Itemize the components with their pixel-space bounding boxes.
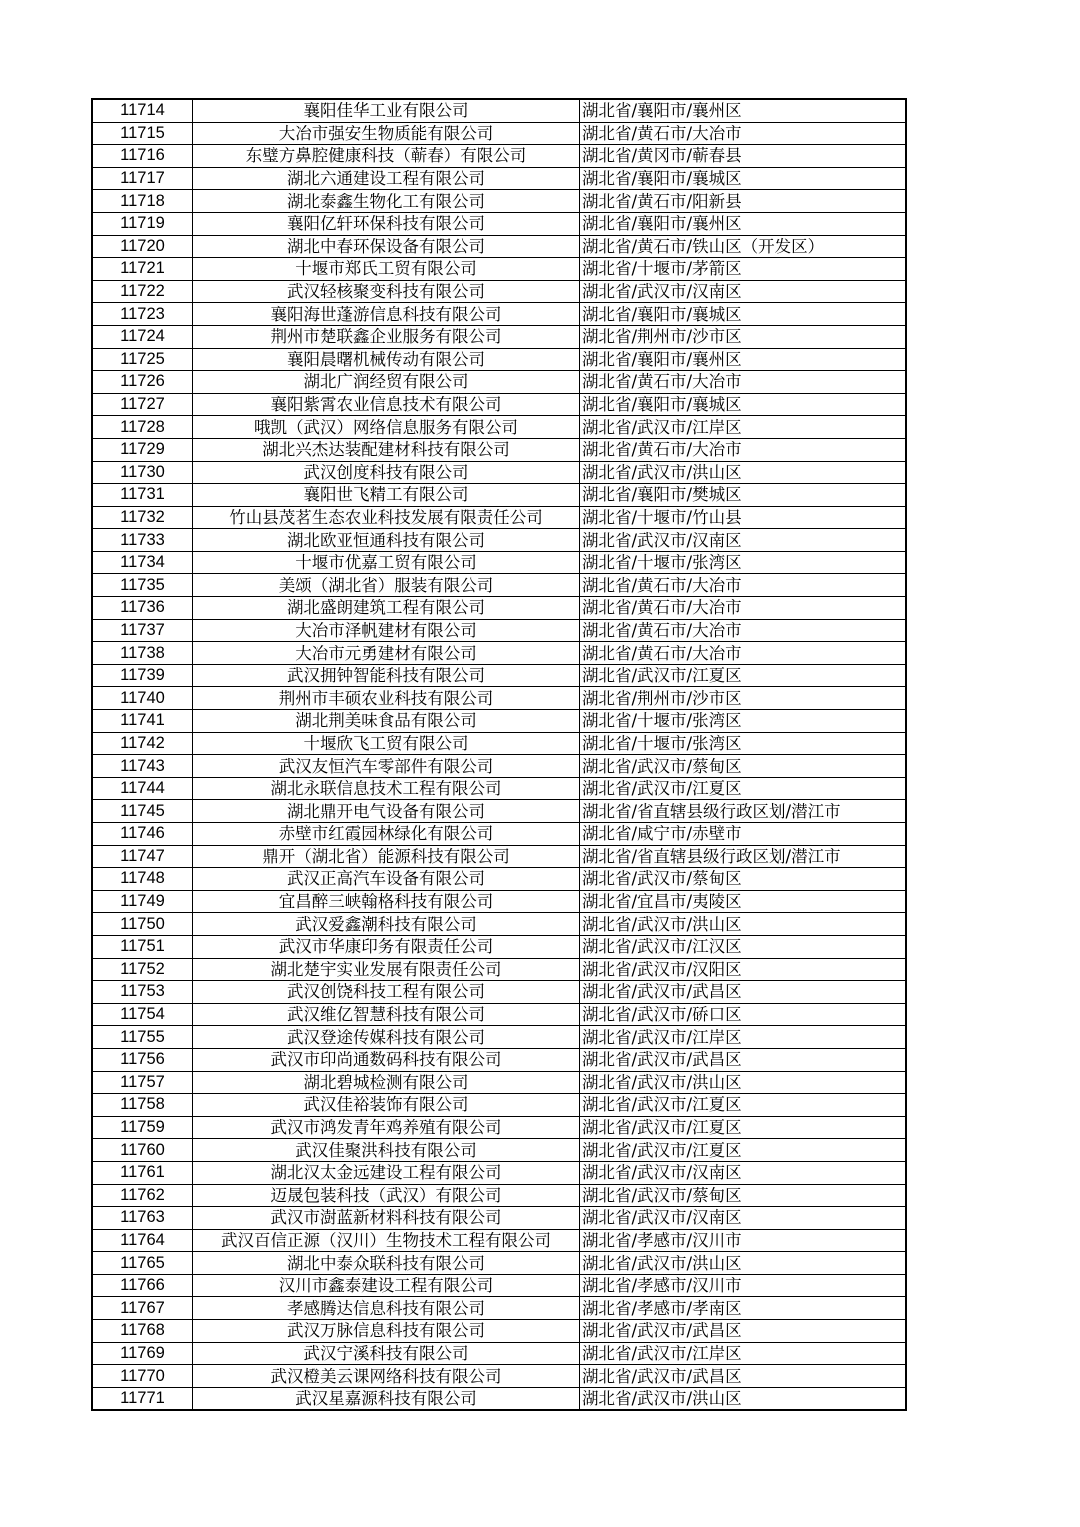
company-name-cell: 鼎开（湖北省）能源科技有限公司 bbox=[193, 845, 580, 868]
row-id-cell: 11733 bbox=[92, 529, 193, 552]
address-cell: 湖北省/十堰市/茅箭区 bbox=[580, 258, 907, 281]
table-row bbox=[92, 664, 906, 687]
company-name-cell: 湖北碧城检测有限公司 bbox=[193, 1071, 580, 1094]
company-name-cell: 大冶市泽帆建材有限公司 bbox=[193, 619, 580, 642]
row-id-cell: 11731 bbox=[92, 484, 193, 507]
company-name-cell: 湖北鼎开电气设备有限公司 bbox=[193, 800, 580, 823]
row-id-cell: 11718 bbox=[92, 190, 193, 213]
row-id-cell: 11750 bbox=[92, 913, 193, 936]
company-name-cell: 襄阳佳华工业有限公司 bbox=[193, 99, 580, 122]
company-table bbox=[91, 98, 907, 1411]
row-id-cell: 11764 bbox=[92, 1229, 193, 1252]
row-id-cell: 11719 bbox=[92, 212, 193, 235]
row-id-cell: 11748 bbox=[92, 868, 193, 891]
row-id-cell: 11761 bbox=[92, 1161, 193, 1184]
address-cell: 湖北省/黄石市/阳新县 bbox=[580, 190, 907, 213]
row-id-cell: 11757 bbox=[92, 1071, 193, 1094]
table-row bbox=[92, 461, 906, 484]
company-name-cell: 武汉佳裕装饰有限公司 bbox=[193, 1094, 580, 1117]
company-name-cell: 美颂（湖北省）服装有限公司 bbox=[193, 574, 580, 597]
company-name-cell: 武汉正高汽车设备有限公司 bbox=[193, 868, 580, 891]
company-name-cell: 武汉百信正源（汉川）生物技术工程有限公司 bbox=[193, 1229, 580, 1252]
company-name-cell: 襄阳世飞精工有限公司 bbox=[193, 484, 580, 507]
row-id-cell: 11752 bbox=[92, 958, 193, 981]
table-row bbox=[92, 303, 906, 326]
address-cell: 湖北省/十堰市/张湾区 bbox=[580, 710, 907, 733]
table-row bbox=[92, 235, 906, 258]
address-cell: 湖北省/武汉市/洪山区 bbox=[580, 1071, 907, 1094]
row-id-cell: 11723 bbox=[92, 303, 193, 326]
table-row bbox=[92, 348, 906, 371]
row-id-cell: 11725 bbox=[92, 348, 193, 371]
table-row bbox=[92, 258, 906, 281]
row-id-cell: 11746 bbox=[92, 823, 193, 846]
table-row bbox=[92, 212, 906, 235]
address-cell: 湖北省/黄石市/大冶市 bbox=[580, 619, 907, 642]
company-name-cell: 湖北六通建设工程有限公司 bbox=[193, 167, 580, 190]
row-id-cell: 11716 bbox=[92, 145, 193, 168]
company-name-cell: 武汉拥钟智能科技有限公司 bbox=[193, 664, 580, 687]
company-name-cell: 武汉市澍蓝新材料科技有限公司 bbox=[193, 1207, 580, 1230]
table-row bbox=[92, 1342, 906, 1365]
company-name-cell: 大冶市元勇建材有限公司 bbox=[193, 642, 580, 665]
row-id-cell: 11765 bbox=[92, 1252, 193, 1275]
address-cell: 湖北省/武汉市/汉南区 bbox=[580, 529, 907, 552]
row-id-cell: 11730 bbox=[92, 461, 193, 484]
row-id-cell: 11743 bbox=[92, 755, 193, 778]
company-name-cell: 湖北欧亚恒通科技有限公司 bbox=[193, 529, 580, 552]
row-id-cell: 11763 bbox=[92, 1207, 193, 1230]
address-cell: 湖北省/黄石市/大冶市 bbox=[580, 574, 907, 597]
table-row bbox=[92, 845, 906, 868]
table-row bbox=[92, 1274, 906, 1297]
table-row bbox=[92, 1161, 906, 1184]
address-cell: 湖北省/武汉市/汉阳区 bbox=[580, 958, 907, 981]
row-id-cell: 11727 bbox=[92, 393, 193, 416]
company-name-cell: 湖北永联信息技术工程有限公司 bbox=[193, 777, 580, 800]
table-row bbox=[92, 145, 906, 168]
address-cell: 湖北省/武汉市/洪山区 bbox=[580, 913, 907, 936]
address-cell: 湖北省/十堰市/张湾区 bbox=[580, 551, 907, 574]
address-cell: 湖北省/宜昌市/夷陵区 bbox=[580, 890, 907, 913]
address-cell: 湖北省/襄阳市/襄州区 bbox=[580, 348, 907, 371]
table-row bbox=[92, 800, 906, 823]
address-cell: 湖北省/荆州市/沙市区 bbox=[580, 687, 907, 710]
company-name-cell: 荆州市楚联鑫企业服务有限公司 bbox=[193, 325, 580, 348]
row-id-cell: 11770 bbox=[92, 1365, 193, 1388]
row-id-cell: 11735 bbox=[92, 574, 193, 597]
address-cell: 湖北省/武汉市/江汉区 bbox=[580, 935, 907, 958]
address-cell: 湖北省/襄阳市/襄城区 bbox=[580, 303, 907, 326]
address-cell: 湖北省/武汉市/江岸区 bbox=[580, 1342, 907, 1365]
table-row bbox=[92, 1184, 906, 1207]
row-id-cell: 11737 bbox=[92, 619, 193, 642]
company-name-cell: 武汉轻核聚变科技有限公司 bbox=[193, 280, 580, 303]
table-row bbox=[92, 506, 906, 529]
company-name-cell: 武汉宁溪科技有限公司 bbox=[193, 1342, 580, 1365]
address-cell: 湖北省/襄阳市/襄城区 bbox=[580, 393, 907, 416]
company-name-cell: 迈晟包装科技（武汉）有限公司 bbox=[193, 1184, 580, 1207]
address-cell: 湖北省/武汉市/江岸区 bbox=[580, 1026, 907, 1049]
row-id-cell: 11749 bbox=[92, 890, 193, 913]
table-row bbox=[92, 551, 906, 574]
address-cell: 湖北省/武汉市/江夏区 bbox=[580, 664, 907, 687]
company-name-cell: 湖北荆美味食品有限公司 bbox=[193, 710, 580, 733]
address-cell: 湖北省/黄石市/大冶市 bbox=[580, 642, 907, 665]
row-id-cell: 11742 bbox=[92, 732, 193, 755]
row-id-cell: 11724 bbox=[92, 325, 193, 348]
table-row bbox=[92, 958, 906, 981]
table-row bbox=[92, 122, 906, 145]
address-cell: 湖北省/黄石市/大冶市 bbox=[580, 122, 907, 145]
address-cell: 湖北省/孝感市/汉川市 bbox=[580, 1274, 907, 1297]
company-name-cell: 湖北汉太金远建设工程有限公司 bbox=[193, 1161, 580, 1184]
company-name-cell: 宜昌醉三峡翰格科技有限公司 bbox=[193, 890, 580, 913]
address-cell: 湖北省/武汉市/江夏区 bbox=[580, 777, 907, 800]
table-row bbox=[92, 1297, 906, 1320]
row-id-cell: 11747 bbox=[92, 845, 193, 868]
row-id-cell: 11736 bbox=[92, 597, 193, 620]
row-id-cell: 11759 bbox=[92, 1116, 193, 1139]
address-cell: 湖北省/武汉市/蔡甸区 bbox=[580, 1184, 907, 1207]
row-id-cell: 11721 bbox=[92, 258, 193, 281]
table-row bbox=[92, 619, 906, 642]
address-cell: 湖北省/襄阳市/襄城区 bbox=[580, 167, 907, 190]
company-name-cell: 湖北中泰众联科技有限公司 bbox=[193, 1252, 580, 1275]
company-name-cell: 湖北兴杰达装配建材科技有限公司 bbox=[193, 438, 580, 461]
company-name-cell: 湖北中春环保设备有限公司 bbox=[193, 235, 580, 258]
company-name-cell: 湖北泰鑫生物化工有限公司 bbox=[193, 190, 580, 213]
table-row bbox=[92, 190, 906, 213]
company-name-cell: 孝感腾达信息科技有限公司 bbox=[193, 1297, 580, 1320]
company-table-body bbox=[92, 99, 906, 1410]
row-id-cell: 11768 bbox=[92, 1320, 193, 1343]
company-name-cell: 湖北楚宇实业发展有限责任公司 bbox=[193, 958, 580, 981]
table-row bbox=[92, 1003, 906, 1026]
company-name-cell: 湖北广润经贸有限公司 bbox=[193, 371, 580, 394]
company-name-cell: 襄阳紫霄农业信息技术有限公司 bbox=[193, 393, 580, 416]
address-cell: 湖北省/荆州市/沙市区 bbox=[580, 325, 907, 348]
table-row bbox=[92, 913, 906, 936]
table-row bbox=[92, 687, 906, 710]
row-id-cell: 11751 bbox=[92, 935, 193, 958]
address-cell: 湖北省/武汉市/汉南区 bbox=[580, 1207, 907, 1230]
address-cell: 湖北省/武汉市/江岸区 bbox=[580, 416, 907, 439]
row-id-cell: 11771 bbox=[92, 1387, 193, 1410]
address-cell: 湖北省/武汉市/洪山区 bbox=[580, 1252, 907, 1275]
row-id-cell: 11734 bbox=[92, 551, 193, 574]
row-id-cell: 11744 bbox=[92, 777, 193, 800]
company-name-cell: 赤壁市红霞园林绿化有限公司 bbox=[193, 823, 580, 846]
company-name-cell: 东璧方鼻腔健康科技（蕲春）有限公司 bbox=[193, 145, 580, 168]
company-name-cell: 武汉爱鑫潮科技有限公司 bbox=[193, 913, 580, 936]
table-row bbox=[92, 777, 906, 800]
company-name-cell: 武汉创度科技有限公司 bbox=[193, 461, 580, 484]
address-cell: 湖北省/武汉市/江夏区 bbox=[580, 1139, 907, 1162]
address-cell: 湖北省/武汉市/江夏区 bbox=[580, 1116, 907, 1139]
table-row bbox=[92, 710, 906, 733]
row-id-cell: 11766 bbox=[92, 1274, 193, 1297]
table-row bbox=[92, 935, 906, 958]
address-cell: 湖北省/武汉市/汉南区 bbox=[580, 280, 907, 303]
company-name-cell: 十堰欣飞工贸有限公司 bbox=[193, 732, 580, 755]
company-name-cell: 襄阳亿轩环保科技有限公司 bbox=[193, 212, 580, 235]
row-id-cell: 11717 bbox=[92, 167, 193, 190]
table-row bbox=[92, 574, 906, 597]
table-row bbox=[92, 755, 906, 778]
row-id-cell: 11745 bbox=[92, 800, 193, 823]
row-id-cell: 11762 bbox=[92, 1184, 193, 1207]
table-row bbox=[92, 981, 906, 1004]
address-cell: 湖北省/襄阳市/襄州区 bbox=[580, 99, 907, 122]
address-cell: 湖北省/武汉市/洪山区 bbox=[580, 1387, 907, 1410]
table-row bbox=[92, 371, 906, 394]
row-id-cell: 11739 bbox=[92, 664, 193, 687]
company-name-cell: 襄阳海世蓬游信息科技有限公司 bbox=[193, 303, 580, 326]
table-row bbox=[92, 1252, 906, 1275]
row-id-cell: 11758 bbox=[92, 1094, 193, 1117]
table-row bbox=[92, 99, 906, 122]
address-cell: 湖北省/孝感市/孝南区 bbox=[580, 1297, 907, 1320]
table-row bbox=[92, 1139, 906, 1162]
table-row bbox=[92, 325, 906, 348]
company-name-cell: 武汉市印尚通数码科技有限公司 bbox=[193, 1048, 580, 1071]
address-cell: 湖北省/省直辖县级行政区划/潜江市 bbox=[580, 800, 907, 823]
table-row bbox=[92, 1094, 906, 1117]
table-row bbox=[92, 823, 906, 846]
address-cell: 湖北省/武汉市/蔡甸区 bbox=[580, 868, 907, 891]
company-name-cell: 武汉万脉信息科技有限公司 bbox=[193, 1320, 580, 1343]
table-row bbox=[92, 416, 906, 439]
address-cell: 湖北省/武汉市/武昌区 bbox=[580, 1048, 907, 1071]
company-name-cell: 荆州市丰硕农业科技有限公司 bbox=[193, 687, 580, 710]
table-row bbox=[92, 1387, 906, 1410]
row-id-cell: 11767 bbox=[92, 1297, 193, 1320]
row-id-cell: 11726 bbox=[92, 371, 193, 394]
row-id-cell: 11760 bbox=[92, 1139, 193, 1162]
address-cell: 湖北省/十堰市/竹山县 bbox=[580, 506, 907, 529]
company-name-cell: 武汉橙美云课网络科技有限公司 bbox=[193, 1365, 580, 1388]
row-id-cell: 11754 bbox=[92, 1003, 193, 1026]
company-name-cell: 武汉友恒汽车零部件有限公司 bbox=[193, 755, 580, 778]
company-name-cell: 十堰市优嘉工贸有限公司 bbox=[193, 551, 580, 574]
row-id-cell: 11756 bbox=[92, 1048, 193, 1071]
address-cell: 湖北省/武汉市/汉南区 bbox=[580, 1161, 907, 1184]
address-cell: 湖北省/黄冈市/蕲春县 bbox=[580, 145, 907, 168]
table-row bbox=[92, 642, 906, 665]
table-row bbox=[92, 732, 906, 755]
row-id-cell: 11741 bbox=[92, 710, 193, 733]
address-cell: 湖北省/武汉市/武昌区 bbox=[580, 981, 907, 1004]
address-cell: 湖北省/武汉市/江夏区 bbox=[580, 1094, 907, 1117]
table-row bbox=[92, 868, 906, 891]
table-row bbox=[92, 529, 906, 552]
company-name-cell: 襄阳晨曙机械传动有限公司 bbox=[193, 348, 580, 371]
table-row bbox=[92, 393, 906, 416]
table-row bbox=[92, 1207, 906, 1230]
table-row bbox=[92, 1026, 906, 1049]
address-cell: 湖北省/黄石市/大冶市 bbox=[580, 371, 907, 394]
address-cell: 湖北省/武汉市/洪山区 bbox=[580, 461, 907, 484]
company-name-cell: 武汉市鸿发青年鸡养殖有限公司 bbox=[193, 1116, 580, 1139]
address-cell: 湖北省/襄阳市/樊城区 bbox=[580, 484, 907, 507]
address-cell: 湖北省/黄石市/铁山区（开发区） bbox=[580, 235, 907, 258]
table-row bbox=[92, 1229, 906, 1252]
address-cell: 湖北省/黄石市/大冶市 bbox=[580, 438, 907, 461]
address-cell: 湖北省/省直辖县级行政区划/潜江市 bbox=[580, 845, 907, 868]
row-id-cell: 11729 bbox=[92, 438, 193, 461]
table-row bbox=[92, 484, 906, 507]
table-row bbox=[92, 1320, 906, 1343]
table-row bbox=[92, 167, 906, 190]
company-name-cell: 湖北盛朗建筑工程有限公司 bbox=[193, 597, 580, 620]
address-cell: 湖北省/十堰市/张湾区 bbox=[580, 732, 907, 755]
address-cell: 湖北省/黄石市/大冶市 bbox=[580, 597, 907, 620]
address-cell: 湖北省/咸宁市/赤壁市 bbox=[580, 823, 907, 846]
row-id-cell: 11732 bbox=[92, 506, 193, 529]
row-id-cell: 11720 bbox=[92, 235, 193, 258]
company-name-cell: 武汉星嘉源科技有限公司 bbox=[193, 1387, 580, 1410]
row-id-cell: 11714 bbox=[92, 99, 193, 122]
table-row bbox=[92, 438, 906, 461]
company-name-cell: 竹山县茂茗生态农业科技发展有限责任公司 bbox=[193, 506, 580, 529]
company-name-cell: 十堰市郑氏工贸有限公司 bbox=[193, 258, 580, 281]
company-name-cell: 哦凯（武汉）网络信息服务有限公司 bbox=[193, 416, 580, 439]
table-row bbox=[92, 1365, 906, 1388]
address-cell: 湖北省/襄阳市/襄州区 bbox=[580, 212, 907, 235]
company-name-cell: 武汉创饶科技工程有限公司 bbox=[193, 981, 580, 1004]
company-name-cell: 汉川市鑫泰建设工程有限公司 bbox=[193, 1274, 580, 1297]
table-row bbox=[92, 1116, 906, 1139]
address-cell: 湖北省/武汉市/硚口区 bbox=[580, 1003, 907, 1026]
address-cell: 湖北省/武汉市/武昌区 bbox=[580, 1320, 907, 1343]
table-row bbox=[92, 280, 906, 303]
address-cell: 湖北省/武汉市/武昌区 bbox=[580, 1365, 907, 1388]
company-name-cell: 武汉佳聚洪科技有限公司 bbox=[193, 1139, 580, 1162]
address-cell: 湖北省/孝感市/汉川市 bbox=[580, 1229, 907, 1252]
table-row bbox=[92, 890, 906, 913]
table-row bbox=[92, 597, 906, 620]
table-row bbox=[92, 1048, 906, 1071]
company-name-cell: 武汉登途传媒科技有限公司 bbox=[193, 1026, 580, 1049]
row-id-cell: 11738 bbox=[92, 642, 193, 665]
row-id-cell: 11769 bbox=[92, 1342, 193, 1365]
table-row bbox=[92, 1071, 906, 1094]
company-name-cell: 武汉市华康印务有限责任公司 bbox=[193, 935, 580, 958]
row-id-cell: 11753 bbox=[92, 981, 193, 1004]
row-id-cell: 11755 bbox=[92, 1026, 193, 1049]
row-id-cell: 11728 bbox=[92, 416, 193, 439]
row-id-cell: 11722 bbox=[92, 280, 193, 303]
company-name-cell: 大冶市强安生物质能有限公司 bbox=[193, 122, 580, 145]
address-cell: 湖北省/武汉市/蔡甸区 bbox=[580, 755, 907, 778]
row-id-cell: 11715 bbox=[92, 122, 193, 145]
row-id-cell: 11740 bbox=[92, 687, 193, 710]
company-name-cell: 武汉维亿智慧科技有限公司 bbox=[193, 1003, 580, 1026]
